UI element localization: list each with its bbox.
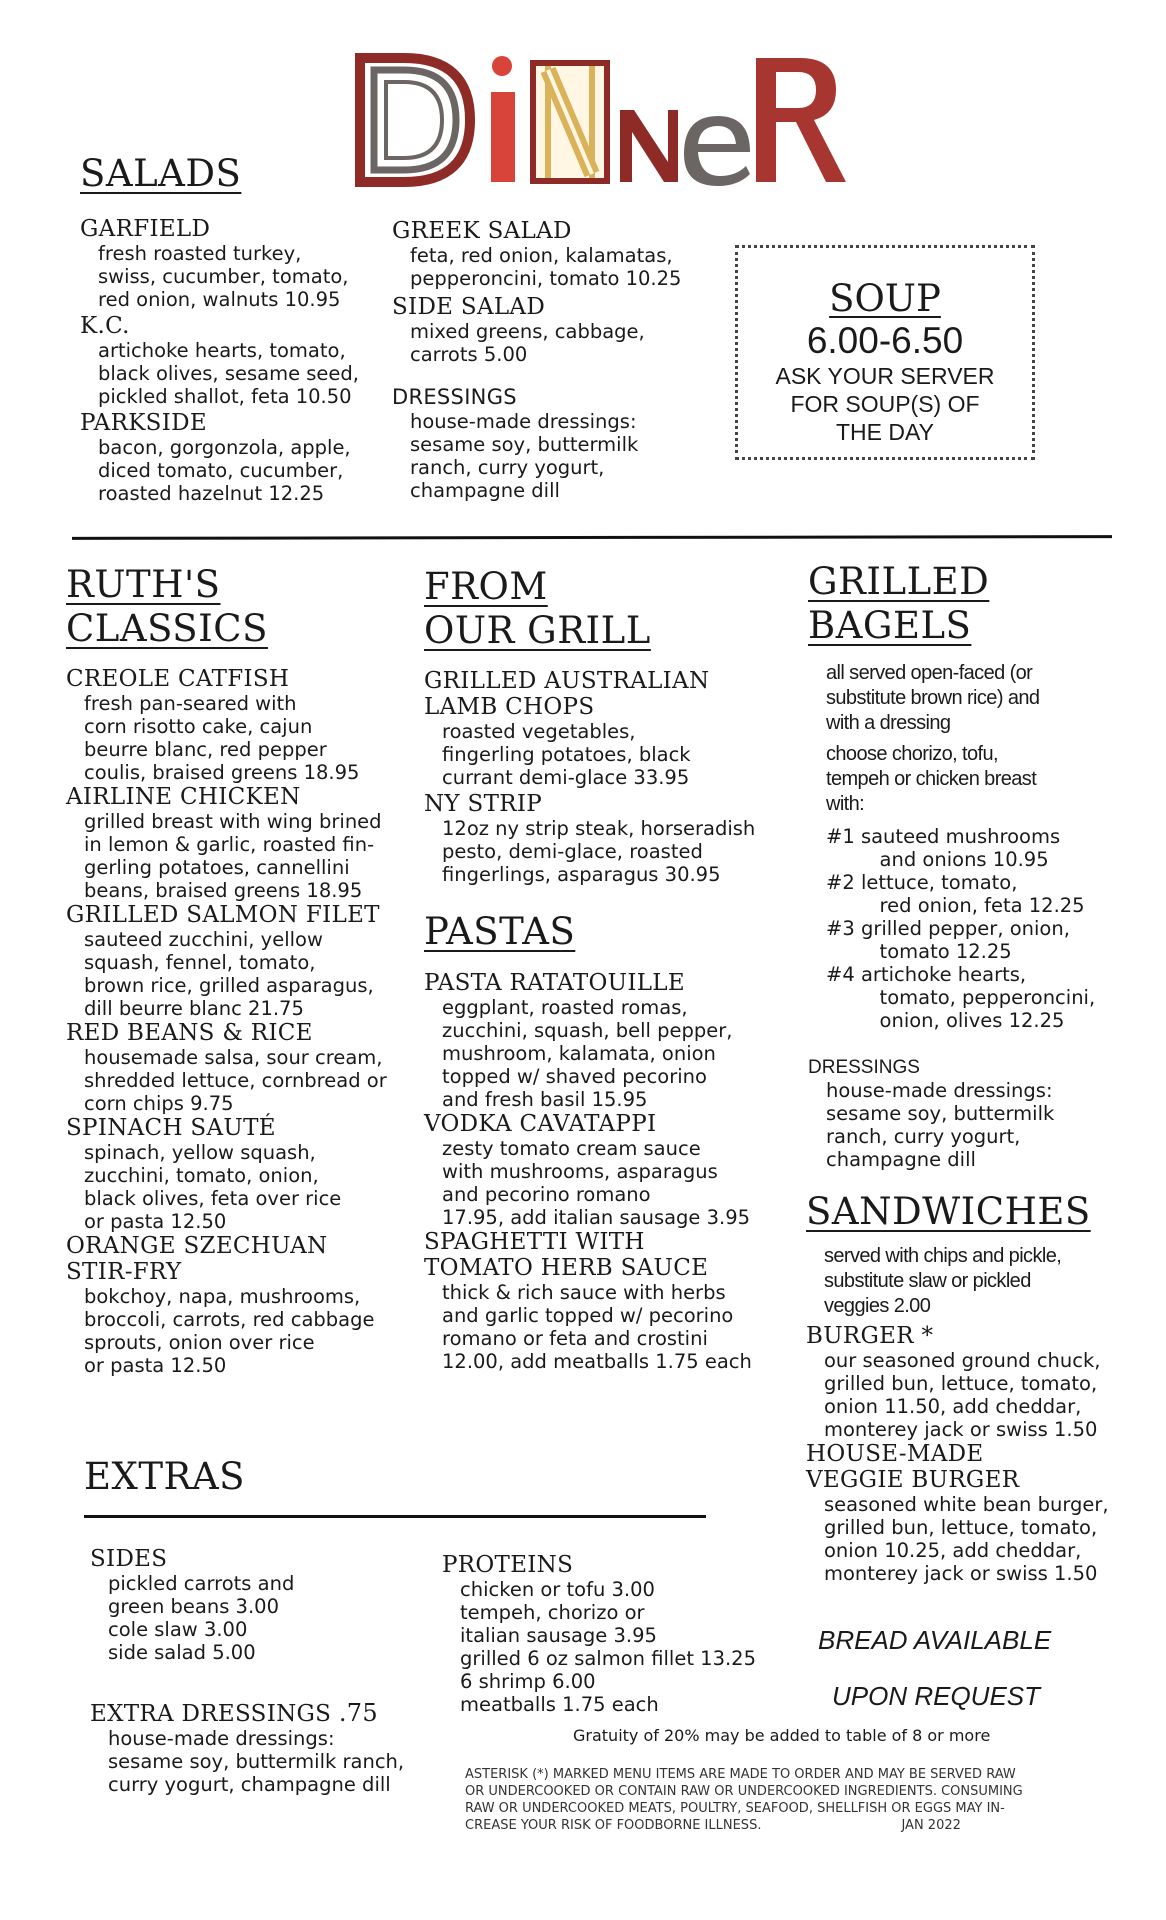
title-letter-n-small <box>620 110 678 182</box>
bagel-option-text: grilled pepper, onion, tomato 12.25 <box>860 916 1070 963</box>
item-desc: grilled breast with wing brined in lemon & garlic, roasted fin- gerling potatoes, cannellini beans, braised greens 18.95 <box>84 809 382 902</box>
item-name: GARFIELD <box>80 216 211 243</box>
item-desc: spinach, yellow squash, zucchini, tomato, onion, black olives, feta over rice or pasta 12.50 <box>84 1140 342 1233</box>
menu-item <box>80 216 410 311</box>
item-desc: fresh pan-seared with corn risotto cake, cajun beurre blanc, red pepper coulis, braised greens 18.95 <box>84 691 360 784</box>
extras-sides <box>90 1546 420 1664</box>
disclaimer-line <box>465 1817 1115 1834</box>
pastas-section <box>424 910 784 1373</box>
disclaimer <box>465 1766 1115 1834</box>
bagel-option-text: artichoke hearts, tomato, pepperoncini, onion, olives 12.25 <box>860 962 1096 1032</box>
item-desc: chicken or tofu 3.00 tempeh, chorizo or italian sausage 3.95 grilled 6 oz salmon fillet 13.25 6 shrimp 6.00 meatballs 1.75 each <box>460 1578 756 1716</box>
bagel-option-text: sauteed mushrooms and onions 10.95 <box>860 824 1061 871</box>
soup-box <box>735 245 1035 460</box>
menu-item <box>66 1115 426 1233</box>
bread-note <box>818 1612 1098 1724</box>
menu-date: JAN 2022 <box>901 1818 961 1833</box>
item-desc: mixed greens, cabbage, carrots 5.00 <box>410 320 645 366</box>
bagel-option <box>808 825 1133 871</box>
bagels-dressings-desc: house-made dressings: sesame soy, buttermilk ranch, curry yogurt, champagne dill <box>826 1078 1055 1171</box>
item-desc: house-made dressings: sesame soy, buttermilk ranch, curry yogurt, champagne dill <box>108 1727 405 1796</box>
bagel-option-text: lettuce, tomato, red onion, feta 12.25 <box>860 870 1085 917</box>
item-name: SPINACH SAUTÉ <box>66 1114 276 1141</box>
item-desc: bacon, gorgonzola, apple, diced tomato, cucumber, roasted hazelnut 12.25 <box>98 436 351 506</box>
menu-item <box>80 313 410 408</box>
title-letter-e <box>684 116 750 186</box>
extras-title <box>84 1455 245 1499</box>
item-name: PASTA RATATOUILLE <box>424 970 685 997</box>
bagel-option <box>808 963 1133 1032</box>
soup-price: 6.00-6.50 <box>806 320 964 361</box>
sandwiches-note: served with chips and pickle, substitute slaw or pickled veggies 2.00 <box>824 1245 1062 1318</box>
item-desc: sauteed zucchini, yellow squash, fennel, tomato, brown rice, grilled asparagus, dill beurre blanc 21.75 <box>84 927 374 1020</box>
bagels-section <box>808 560 1133 1171</box>
item-desc: eggplant, roasted romas, zucchini, squash, bell pepper, mushroom, kalamata, onion topped w/ shaved pecorino and fresh basil 15.95 <box>442 996 733 1112</box>
classics-section <box>66 563 426 1377</box>
soup-note-line: THE DAY <box>836 419 934 445</box>
item-desc: housemade salsa, sour cream, shredded lettuce, cornbread or corn chips 9.75 <box>84 1045 387 1115</box>
pastas-title: PASTAS <box>424 910 576 953</box>
item-name: GRILLED AUSTRALIAN LAMB CHOPS <box>424 667 710 720</box>
item-name <box>90 1700 470 1727</box>
item-name: ORANGE SZECHUAN STIR-FRY <box>66 1232 328 1285</box>
menu-item <box>66 902 426 1020</box>
menu-item <box>424 668 784 789</box>
item-desc: thick & rich sauce with herbs and garlic topped w/ pecorino romano or feta and crostini 12.00, add meatballs 1.75 each <box>442 1281 752 1374</box>
salads-column-2 <box>392 218 722 502</box>
bagel-option <box>808 917 1133 963</box>
title-letter-i <box>491 56 515 182</box>
menu-item <box>424 1229 784 1373</box>
item-desc: roasted vegetables, fingerling potatoes, black currant demi-glace 33.95 <box>442 719 691 789</box>
menu-item <box>392 384 722 502</box>
item-name: AIRLINE CHICKEN <box>66 783 301 810</box>
bread-note-line: BREAD AVAILABLE <box>818 1625 1052 1655</box>
extras-divider <box>84 1515 706 1518</box>
menu-item <box>424 791 784 886</box>
extras-proteins <box>442 1552 802 1716</box>
menu-item <box>392 294 722 366</box>
item-desc: house-made dressings: sesame soy, buttermilk ranch, curry yogurt, champagne dill <box>410 410 639 502</box>
bagels-title-line: GRILLED <box>808 560 990 603</box>
title-letter-n-striped <box>530 60 610 184</box>
extras-dressings <box>90 1700 470 1796</box>
item-desc: feta, red onion, kalamatas, pepperoncini, tomato 10.25 <box>410 244 682 290</box>
item-name: GREEK SALAD <box>392 218 572 244</box>
item-name: SPAGHETTI WITH TOMATO HERB SAUCE <box>424 1229 709 1282</box>
salads-section <box>80 152 410 505</box>
menu-item <box>66 1233 426 1377</box>
bagels-note: choose chorizo, tofu, tempeh or chicken breast with: <box>826 742 1037 815</box>
item-name: SIDE SALAD <box>392 294 546 320</box>
item-name: RED BEANS & RICE <box>66 1019 313 1046</box>
extras-title-text: EXTRAS <box>84 1455 245 1498</box>
item-desc: bokchoy, napa, mushrooms, broccoli, carrots, red cabbage sprouts, onion over rice or pasta 12.50 <box>84 1284 375 1377</box>
item-name: NY STRIP <box>424 790 542 817</box>
bagel-option-number: #4 <box>826 962 855 986</box>
menu-item <box>424 970 784 1111</box>
grill-title-line: FROM <box>424 565 548 608</box>
bagels-title-line: BAGELS <box>808 604 972 648</box>
soup-title: SOUP <box>829 277 941 320</box>
bagel-option <box>808 871 1133 917</box>
item-name: VODKA CAVATAPPI <box>424 1111 657 1138</box>
soup-note-line: FOR SOUP(S) OF <box>790 391 980 417</box>
disclaimer-text: CREASE YOUR RISK OF FOODBORNE ILLNESS. <box>465 1818 762 1833</box>
bagel-option-number: #1 <box>826 824 855 848</box>
gratuity-note: Gratuity of 20% may be added to table of 8 or more <box>573 1726 991 1745</box>
item-desc: artichoke hearts, tomato, black olives, sesame seed, pickled shallot, feta 10.50 <box>98 339 360 409</box>
sandwiches-section <box>806 1190 1136 1585</box>
bagels-note: all served open-faced (or substitute brown rice) and with a dressing <box>826 661 1040 734</box>
title-letter-r <box>756 58 846 182</box>
item-name: K.C. <box>80 313 130 340</box>
bagels-dressings-title: DRESSINGS <box>808 1056 920 1078</box>
extra-dressings-title: EXTRA DRESSINGS <box>90 1701 332 1727</box>
item-desc: 12oz ny strip steak, horseradish pesto, demi-glace, roasted fingerlings, asparagus 30.95 <box>442 816 756 886</box>
item-name: PARKSIDE <box>80 410 207 437</box>
bread-note-line: UPON REQUEST <box>832 1681 1041 1711</box>
item-name: SIDES <box>90 1546 168 1572</box>
item-desc: fresh roasted turkey, swiss, cucumber, tomato, red onion, walnuts 10.95 <box>98 242 349 312</box>
salads-title: SALADS <box>80 152 242 195</box>
grill-title-line: OUR GRILL <box>424 609 651 653</box>
item-name: GRILLED SALMON FILET <box>66 901 380 928</box>
item-name: CREOLE CATFISH <box>66 665 290 692</box>
menu-item <box>806 1441 1136 1585</box>
divider-top <box>72 535 1112 540</box>
item-desc: our seasoned ground chuck, grilled bun, lettuce, tomato, onion 11.50, add cheddar, monterey jack or swiss 1.50 <box>824 1349 1101 1442</box>
menu-item <box>66 666 426 784</box>
item-name: HOUSE-MADE VEGGIE BURGER <box>806 1441 1020 1494</box>
grill-section <box>424 565 784 886</box>
bagel-option-number: #3 <box>826 916 855 940</box>
item-desc: seasoned white bean burger, grilled bun, lettuce, tomato, onion 10.25, add cheddar, monterey jack or swiss 1.50 <box>824 1493 1109 1586</box>
bagel-option-number: #2 <box>826 870 855 894</box>
item-name: PROTEINS <box>442 1552 574 1578</box>
extra-dressings-price: .75 <box>338 1699 378 1727</box>
item-name: BURGER * <box>806 1323 934 1350</box>
menu-item <box>80 410 410 505</box>
soup-note-line: ASK YOUR SERVER <box>775 363 995 389</box>
menu-item <box>424 1111 784 1229</box>
disclaimer-line: RAW OR UNDERCOOKED MEATS, POULTRY, SEAFOOD, SHELLFISH OR EGGS MAY IN- <box>465 1801 1005 1816</box>
classics-title-line: CLASSICS <box>66 607 268 651</box>
menu-title <box>352 50 852 190</box>
item-desc: zesty tomato cream sauce with mushrooms, asparagus and pecorino romano 17.95, add italian sausage 3.95 <box>442 1137 751 1230</box>
disclaimer-line: ASTERISK (*) MARKED MENU ITEMS ARE MADE TO ORDER AND MAY BE SERVED RAW <box>465 1767 1016 1782</box>
menu-item <box>66 1020 426 1115</box>
disclaimer-line: OR UNDERCOOKED OR CONTAIN RAW OR UNDERCOOKED INGREDIENTS. CONSUMING <box>465 1784 1023 1799</box>
item-desc: pickled carrots and green beans 3.00 cole slaw 3.00 side salad 5.00 <box>108 1572 295 1664</box>
sandwiches-title: SANDWICHES <box>806 1190 1091 1233</box>
classics-title-line: RUTH'S <box>66 563 221 606</box>
menu-item <box>66 784 426 902</box>
menu-item <box>392 218 722 290</box>
item-name: DRESSINGS <box>392 385 517 409</box>
menu-item <box>806 1323 1136 1441</box>
